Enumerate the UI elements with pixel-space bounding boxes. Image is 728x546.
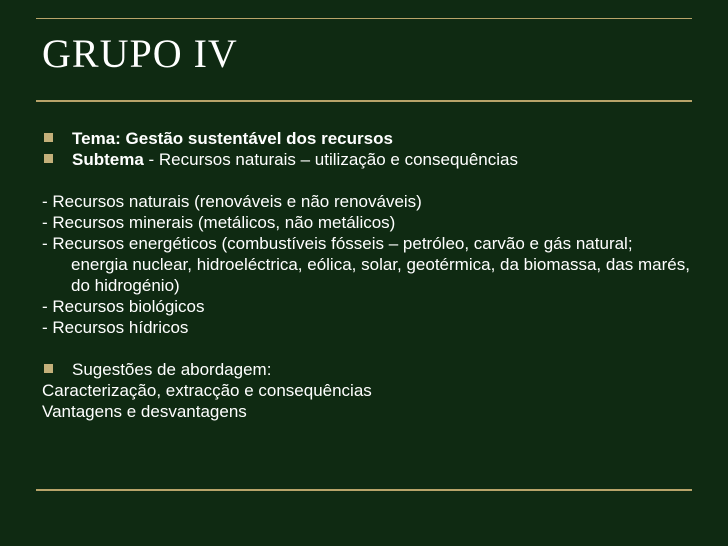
abordagem-vantagens: Vantagens e desvantagens [42, 402, 247, 421]
list-item-naturais: - Recursos naturais (renováveis e não renováveis) [42, 192, 422, 211]
abordagem-caracterizacao: Caracterização, extracção e consequências [42, 381, 372, 400]
title-underline [36, 100, 692, 102]
list-item-minerais: - Recursos minerais (metálicos, não metálicos) [42, 213, 396, 232]
list-item-biologicos: - Recursos biológicos [42, 297, 205, 316]
spacer [42, 338, 692, 359]
list-item-energeticos: - Recursos energéticos (combustíveis fósseis – petróleo, carvão e gás natural; energia nuclear, hidroeléctrica, eólica, solar, geotérmica, da biomassa, das marés, do hidrogénio) [42, 234, 690, 295]
bullet-sugestoes [42, 359, 692, 380]
slide-body [42, 128, 692, 422]
slide-title: GRUPO IV [42, 31, 238, 76]
tema-text: Tema: Gestão sustentável dos recursos [72, 129, 393, 148]
square-bullet-icon [44, 364, 53, 373]
bullet-subtema [42, 149, 692, 170]
bullet-tema [42, 128, 692, 149]
subtema-text: - Recursos naturais – utilização e consequências [143, 150, 518, 169]
square-bullet-icon [44, 133, 53, 142]
top-rule [36, 18, 692, 19]
bottom-rule [36, 489, 692, 491]
subtema-label: Subtema [72, 150, 144, 169]
list-item-hidricos: - Recursos hídricos [42, 318, 189, 337]
spacer [42, 170, 692, 191]
sugestoes-text: Sugestões de abordagem: [72, 360, 272, 379]
square-bullet-icon [44, 154, 53, 163]
